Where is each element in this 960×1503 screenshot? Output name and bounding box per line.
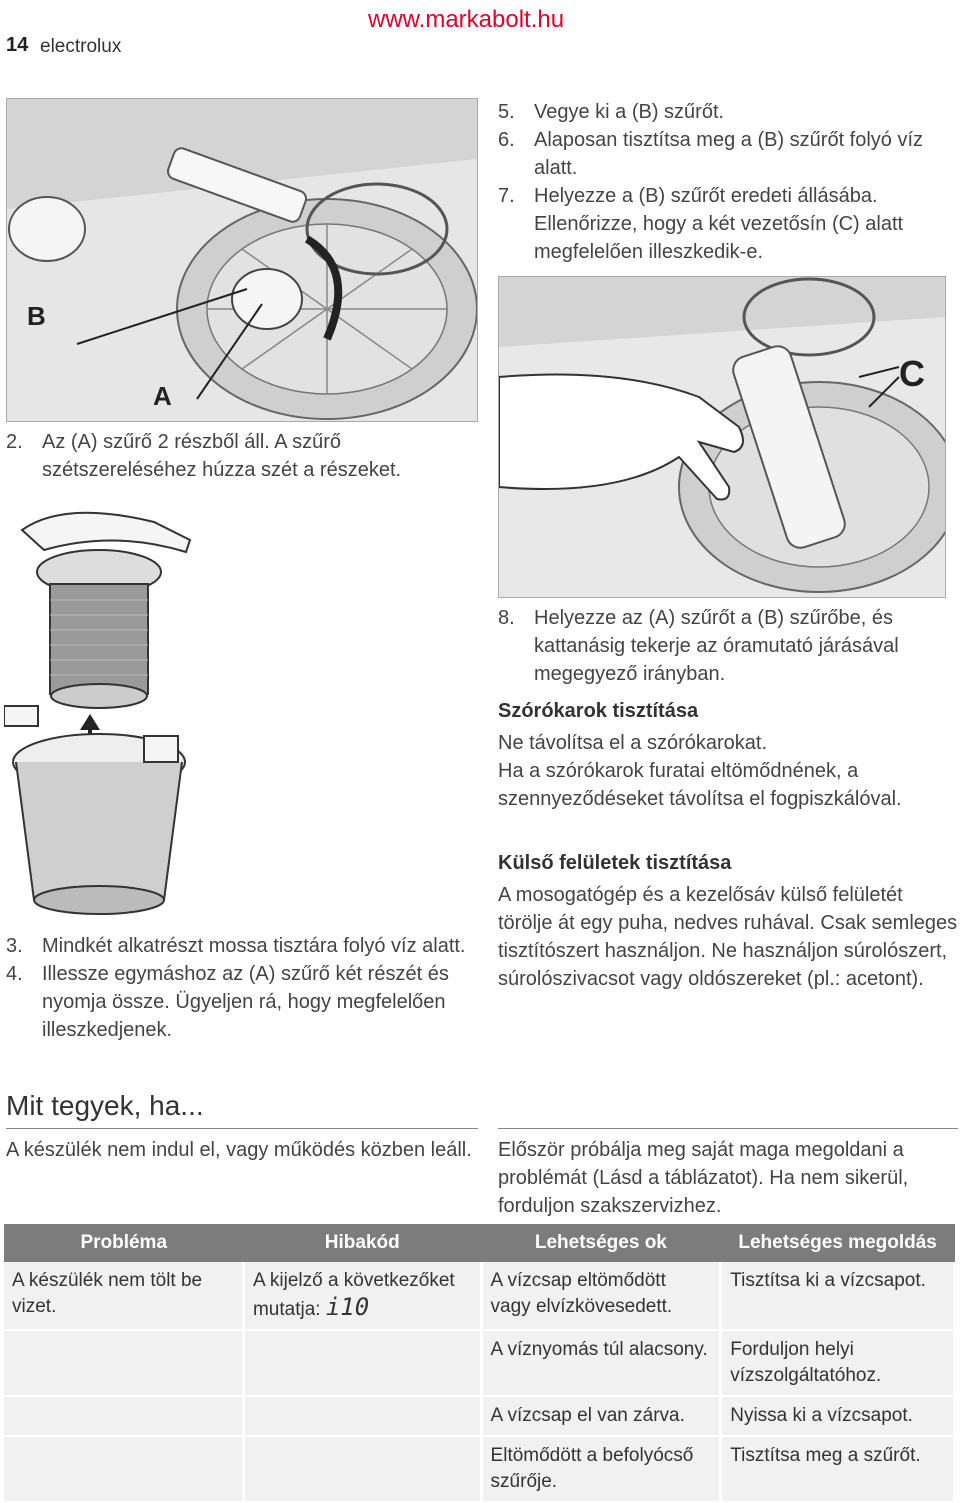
paragraph: A mosogatógép és a kezelősáv külső felületét törölje át egy puha, nedves ruhával. Csak semleges tisztítószert használjon. Ne használjon súrolószert, súrolószivacsot vagy oldószereket (pl.: acetont).	[498, 884, 958, 990]
cell-solution: Tisztítsa meg a szűrőt.	[721, 1436, 955, 1502]
step-number: 7.	[498, 185, 515, 207]
table-row	[4, 1396, 955, 1436]
label-b: B	[27, 301, 46, 331]
list-item	[6, 932, 476, 960]
list-item	[6, 960, 476, 1044]
step-text: Alaposan tisztítsa meg a (B) szűrőt folyó víz alatt.	[534, 129, 924, 179]
paragraph: Ha a szórókarok furatai eltömődnének, a szennyeződéseket távolítsa el fogpiszkálóval.	[498, 760, 902, 810]
column-header: Hibakód	[243, 1224, 481, 1262]
paragraph: Ne távolítsa el a szórókarokat.	[498, 732, 768, 754]
step-text: Vegye ki a (B) szűrőt.	[534, 101, 725, 123]
divider	[6, 1128, 478, 1129]
step-2	[6, 428, 476, 484]
outer-surfaces-section	[498, 852, 958, 993]
cell-code	[243, 1330, 481, 1396]
table-row	[4, 1262, 955, 1330]
cell-cause: A vízcsap el van zárva.	[481, 1396, 721, 1436]
step-number: 4.	[6, 963, 23, 985]
filter-install-figure	[498, 276, 946, 598]
section-heading: Szórókarok tisztítása	[498, 700, 699, 722]
cell-cause: Eltömődött a befolyócső szűrője.	[481, 1436, 721, 1502]
steps-3-4	[6, 932, 476, 1044]
table-row	[4, 1330, 955, 1396]
cell-problem	[4, 1436, 243, 1502]
step-text: Helyezze az (A) szűrőt a (B) szűrőbe, és kattanásig tekerje az óramutató járásával megegyező irányban.	[534, 607, 899, 685]
step-number: 5.	[498, 101, 515, 123]
step-text: Az (A) szűrő 2 részből áll. A szűrő szétszereléséhez húzza szét a részeket.	[42, 431, 402, 481]
label-c: C	[899, 353, 925, 394]
cell-problem	[4, 1396, 243, 1436]
intro-right: Először próbálja meg saját maga megoldani a problémát (Lásd a táblázatot). Ha nem sikerül, forduljon szakszervizhez.	[498, 1139, 909, 1217]
table-row	[4, 1436, 955, 1502]
code-text: A kijelző a következőket mutatja:	[252, 1270, 455, 1320]
step-number: 2.	[6, 431, 23, 453]
intro-left: A készülék nem indul el, vagy működés közben leáll.	[6, 1139, 472, 1161]
cell-cause: A víznyomás túl alacsony.	[481, 1330, 721, 1396]
divider	[498, 1128, 958, 1129]
table-header-row	[4, 1224, 955, 1262]
list-item	[498, 182, 952, 266]
step-number: 8.	[498, 607, 515, 629]
cell-solution: Tisztítsa ki a vízcsapot.	[721, 1262, 955, 1330]
site-url[interactable]: www.markabolt.hu	[368, 6, 565, 33]
cell-solution: Forduljon helyi vízszolgáltatóhoz.	[721, 1330, 955, 1396]
step-text: Mindkét alkatrészt mossa tisztára folyó víz alatt.	[42, 935, 466, 957]
step-number: 3.	[6, 935, 23, 957]
section-heading: Külső felületek tisztítása	[498, 852, 732, 874]
step-8	[498, 604, 958, 688]
section-title: Mit tegyek, ha...	[6, 1090, 204, 1121]
brand-name: electrolux	[40, 36, 122, 57]
page-number: 14	[6, 34, 29, 56]
troubleshooting-table	[4, 1224, 956, 1503]
spray-arms-section	[498, 700, 958, 813]
list-item	[498, 126, 952, 182]
filter-removal-figure	[6, 98, 478, 422]
step-number: 6.	[498, 129, 515, 151]
cell-code	[243, 1396, 481, 1436]
list-item	[498, 604, 958, 688]
column-header: Probléma	[4, 1224, 243, 1262]
cell-code	[243, 1262, 481, 1330]
step-text: Helyezze a (B) szűrőt eredeti állásába. Ellenőrizze, hogy a két vezetősín (C) alatt megfelelően illeszkedik-e.	[534, 185, 904, 263]
cell-solution: Nyissa ki a vízcsapot.	[721, 1396, 955, 1436]
error-code: i10	[325, 1293, 370, 1321]
step-text: Illessze egymáshoz az (A) szűrő két részét és nyomja össze. Ügyeljen rá, hogy megfelelően illeszkedjenek.	[42, 963, 449, 1041]
column-header: Lehetséges ok	[481, 1224, 721, 1262]
cell-problem: A készülék nem tölt be vizet.	[4, 1262, 243, 1330]
list-item	[498, 98, 952, 126]
label-a: A	[153, 381, 172, 411]
steps-5-7	[498, 98, 952, 266]
cell-code	[243, 1436, 481, 1502]
cell-cause: A vízcsap eltömődött vagy elvízkövesedett.	[481, 1262, 721, 1330]
filter-parts-figure	[4, 500, 194, 930]
list-item	[6, 428, 476, 484]
cell-problem	[4, 1330, 243, 1396]
filter-install-illustration	[499, 277, 945, 597]
column-header: Lehetséges megoldás	[721, 1224, 955, 1262]
filter-removal-illustration	[7, 99, 477, 421]
filter-parts-illustration	[4, 500, 194, 930]
